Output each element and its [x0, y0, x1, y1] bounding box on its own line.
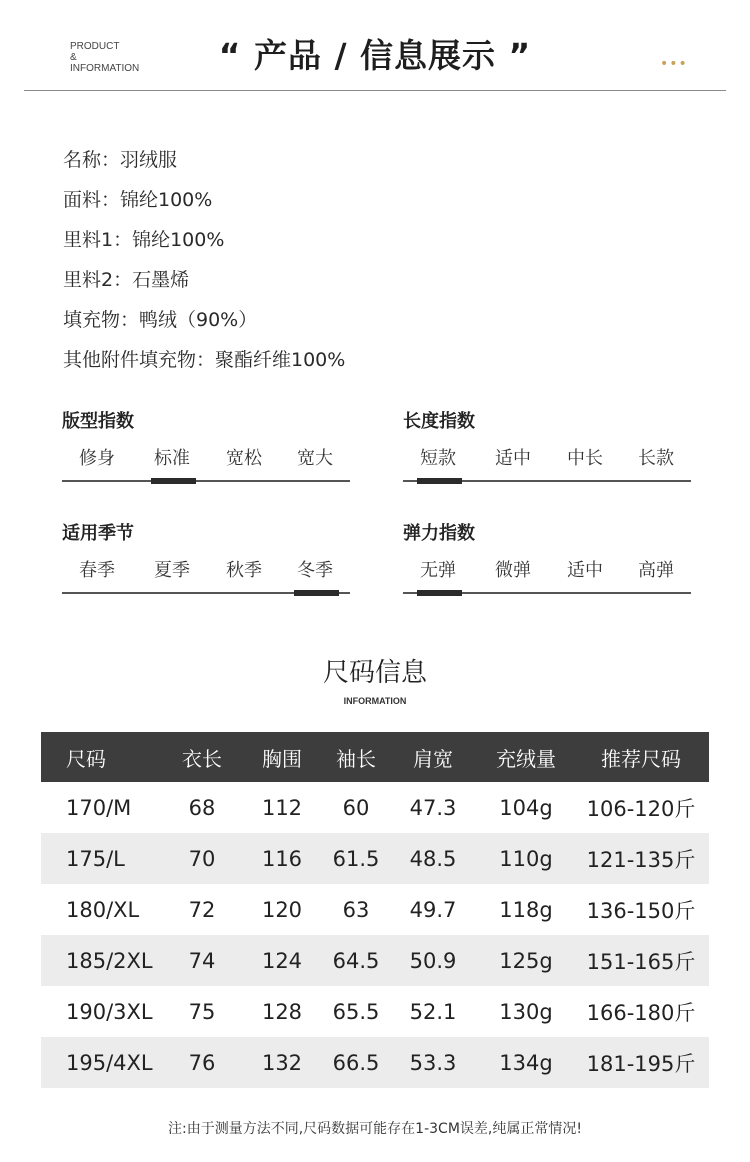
table-cell: 52.1: [409, 999, 457, 1024]
header-cell-length: 衣长: [182, 746, 222, 771]
table-cell: 53.3: [409, 1050, 457, 1075]
scale-elasticity: [403, 522, 693, 594]
table-cell: 166-180斤: [586, 1000, 696, 1025]
scale-option: 秋季: [226, 560, 262, 581]
table-cell: 76: [188, 1050, 216, 1075]
table-cell: 151-165斤: [586, 949, 696, 974]
scale-option: 高弹: [638, 560, 674, 581]
table-row: [41, 884, 709, 935]
header-small-line1: PRODUCT: [70, 41, 120, 52]
table-header: [41, 732, 709, 782]
decorative-dots: •••: [660, 56, 688, 72]
table-cell: 181-195斤: [586, 1051, 696, 1076]
size-table: [41, 732, 709, 1088]
table-cell: 47.3: [409, 795, 457, 820]
scale-length: [403, 410, 693, 482]
scale-option: 标准: [154, 448, 190, 469]
scale-option: 宽松: [226, 448, 262, 469]
info-line-other-filling: 其他附件填充物：聚酯纤维100%: [63, 349, 346, 371]
scale-season: [62, 522, 352, 594]
scale-title: 版型指数: [62, 411, 134, 432]
info-line-name: 名称：羽绒服: [63, 149, 178, 171]
table-cell: 104g: [499, 795, 553, 820]
scale-title: 适用季节: [62, 523, 134, 544]
table-cell: 70: [188, 846, 216, 871]
table-cell: 48.5: [409, 846, 457, 871]
scale-fit: [62, 410, 352, 482]
page-title: “ 产品 / 信息展示 ”: [218, 36, 532, 75]
scale-selected-marker: [294, 590, 339, 596]
scale-option: 宽大: [297, 448, 333, 469]
table-cell: 180/XL: [66, 897, 140, 922]
table-cell: 130g: [499, 999, 553, 1024]
scale-option: 适中: [495, 448, 531, 469]
scale-option: 修身: [79, 448, 115, 469]
table-cell: 60: [342, 795, 370, 820]
table-row: [41, 782, 709, 833]
table-cell: 136-150斤: [586, 898, 696, 923]
table-cell: 65.5: [332, 999, 380, 1024]
table-row: [41, 986, 709, 1037]
table-cell: 66.5: [332, 1050, 380, 1075]
table-cell: 112: [261, 795, 303, 820]
table-cell: 190/3XL: [66, 999, 153, 1024]
table-cell: 134g: [499, 1050, 553, 1075]
header-cell-sleeve: 袖长: [336, 746, 376, 771]
header-cell-shoulder: 肩宽: [413, 746, 453, 771]
header-cell-recommended: 推荐尺码: [601, 746, 681, 771]
table-cell: 63: [342, 897, 370, 922]
table-cell: 61.5: [332, 846, 380, 871]
table-cell: 128: [261, 999, 303, 1024]
table-row: [41, 833, 709, 884]
table-cell: 50.9: [409, 948, 457, 973]
scale-selected-marker: [417, 590, 462, 596]
table-cell: 72: [188, 897, 216, 922]
table-cell: 68: [188, 795, 216, 820]
header-cell-size: 尺码: [66, 746, 106, 771]
table-cell: 64.5: [332, 948, 380, 973]
table-cell: 110g: [499, 846, 553, 871]
table-cell: 185/2XL: [66, 948, 153, 973]
info-line-lining1: 里料1：锦纶100%: [63, 229, 225, 251]
header-small-line3: INFORMATION: [70, 63, 140, 74]
scale-option: 冬季: [297, 560, 333, 581]
scale-option: 夏季: [154, 560, 190, 581]
table-cell: 75: [188, 999, 216, 1024]
header-cell-down-fill: 充绒量: [496, 746, 556, 771]
info-line-filling: 填充物：鸭绒（90%）: [63, 309, 258, 331]
scale-option: 长款: [638, 448, 674, 469]
scale-option: 春季: [79, 560, 115, 581]
scale-title: 弹力指数: [403, 523, 475, 544]
table-cell: 125g: [499, 948, 553, 973]
table-cell: 121-135斤: [586, 847, 696, 872]
scale-baseline: [62, 480, 350, 482]
table-cell: 120: [261, 897, 303, 922]
table-cell: 175/L: [66, 846, 125, 871]
table-cell: 195/4XL: [66, 1050, 153, 1075]
scale-selected-marker: [417, 478, 462, 484]
scale-selected-marker: [151, 478, 196, 484]
table-cell: 116: [261, 846, 303, 871]
table-cell: 124: [261, 948, 303, 973]
table-row: [41, 935, 709, 986]
header-small-line2: &: [70, 52, 77, 63]
scale-option: 适中: [567, 560, 603, 581]
size-section-title: 尺码信息: [322, 658, 427, 688]
table-row: [41, 1037, 709, 1088]
table-cell: 132: [261, 1050, 303, 1075]
table-cell: 106-120斤: [586, 796, 696, 821]
scale-title: 长度指数: [403, 411, 475, 432]
product-info: [63, 140, 345, 380]
info-line-fabric: 面料：锦纶100%: [63, 189, 213, 211]
scale-option: 中长: [567, 448, 603, 469]
scale-option: 微弹: [495, 560, 531, 581]
header-cell-chest: 胸围: [262, 746, 302, 771]
scale-option: 无弹: [420, 560, 456, 581]
scale-option: 短款: [420, 448, 456, 469]
footnote: 注:由于测量方法不同,尺码数据可能存在1-3CM误差,纯属正常情况!: [168, 1121, 582, 1137]
table-cell: 74: [188, 948, 216, 973]
header-divider: [24, 90, 726, 91]
table-cell: 118g: [499, 897, 553, 922]
table-cell: 170/M: [66, 795, 132, 820]
size-section-subtitle: INFORMATION: [343, 696, 407, 706]
info-line-lining2: 里料2：石墨烯: [63, 269, 190, 291]
table-cell: 49.7: [409, 897, 457, 922]
